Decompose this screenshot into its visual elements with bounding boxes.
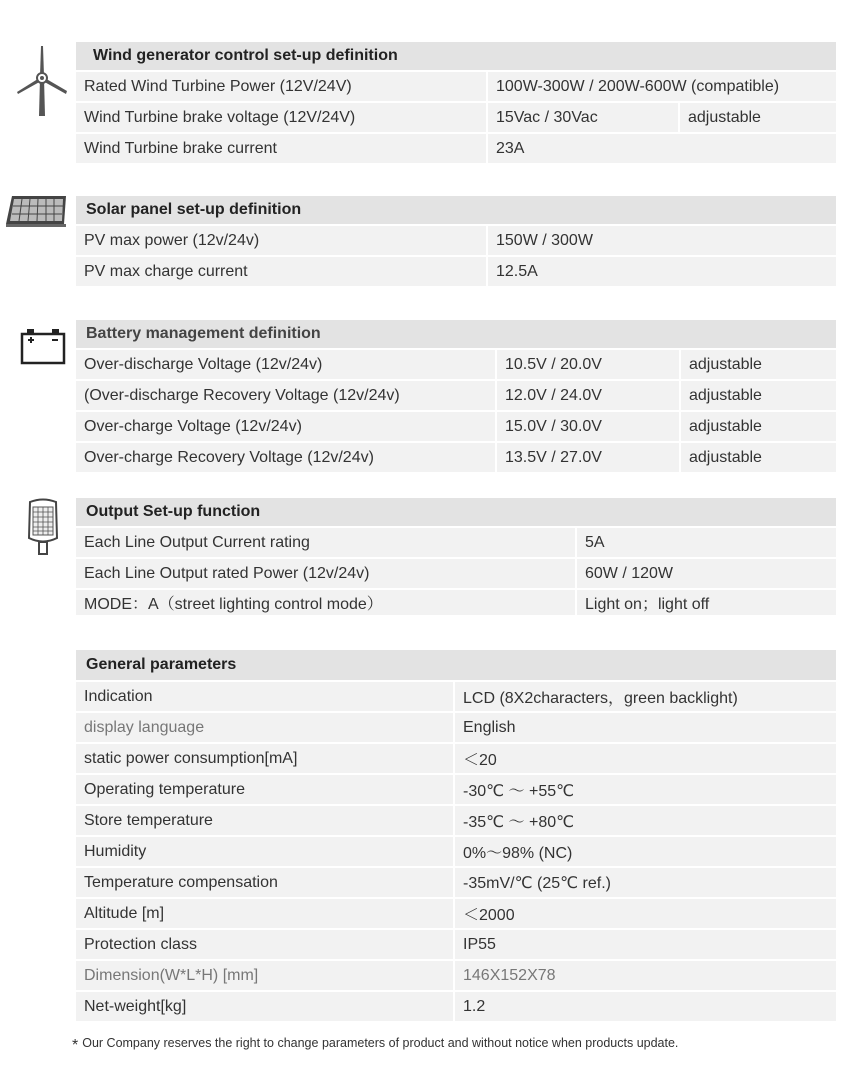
param-label: Store temperature — [84, 811, 213, 829]
table-row — [76, 928, 836, 959]
param-value: 5A — [575, 528, 836, 557]
table-row — [76, 959, 836, 990]
solar-panel-icon — [4, 194, 68, 228]
battery-icon — [20, 327, 66, 365]
param-value: LCD (8X2characters，green backlight) — [453, 682, 836, 711]
param-label: PV max charge current — [84, 262, 248, 280]
param-label: Each Line Output Current rating — [84, 533, 310, 551]
table-row — [76, 255, 836, 286]
param-value: 146X152X78 — [453, 961, 836, 990]
param-note: adjustable — [678, 103, 836, 132]
table-row — [76, 526, 836, 557]
param-label: PV max power (12v/24v) — [84, 231, 260, 249]
table-row — [76, 711, 836, 742]
table-row — [76, 441, 836, 472]
table-row — [76, 990, 836, 1021]
param-value: 13.5V / 27.0V — [495, 443, 679, 472]
param-value: -35mV/℃ (25℃ ref.) — [453, 868, 836, 897]
param-label: Wind Turbine brake voltage (12V/24V) — [84, 108, 356, 126]
param-value: 150W / 300W — [486, 226, 836, 255]
param-label: Protection class — [84, 935, 197, 953]
battery-section — [76, 320, 836, 472]
param-value: Light on；light off — [575, 590, 836, 615]
param-label: Operating temperature — [84, 780, 245, 798]
param-value: ＜2000 — [453, 899, 836, 928]
param-value: -35℃ ～ +80℃ — [453, 806, 836, 835]
param-value: 1.2 — [453, 992, 836, 1021]
param-note: adjustable — [679, 381, 836, 410]
param-value: 60W / 120W — [575, 559, 836, 588]
table-row — [76, 773, 836, 804]
table-row — [76, 224, 836, 255]
param-label: Net-weight[kg] — [84, 997, 187, 1015]
param-value: English — [453, 713, 836, 742]
param-value: IP55 — [453, 930, 836, 959]
param-label: Rated Wind Turbine Power (12V/24V) — [84, 77, 352, 95]
general-section — [76, 650, 836, 1021]
param-value: 23A — [486, 134, 836, 163]
param-label: Humidity — [84, 842, 147, 860]
table-row — [76, 132, 836, 163]
table-row — [76, 742, 836, 773]
section-title: Battery management definition — [76, 320, 836, 348]
table-row — [76, 835, 836, 866]
param-label: Altitude [m] — [84, 904, 165, 922]
param-value: 10.5V / 20.0V — [495, 350, 679, 379]
param-value: 0%～98% (NC) — [453, 837, 836, 866]
param-value: 100W-300W / 200W-600W (compatible) — [486, 72, 836, 101]
param-label: Over-charge Recovery Voltage (12v/24v) — [84, 448, 374, 466]
param-value: -30℃ ～ +55℃ — [453, 775, 836, 804]
param-label: Temperature compensation — [84, 873, 278, 891]
table-row — [76, 70, 836, 101]
table-row — [76, 897, 836, 928]
param-label: static power consumption[mA] — [84, 749, 298, 767]
param-label: (Over-discharge Recovery Voltage (12v/24v) — [84, 386, 400, 404]
param-value: 12.0V / 24.0V — [495, 381, 679, 410]
footnote-text: Our Company reserves the right to change parameters of product and without notice when products update. — [82, 1036, 679, 1050]
wind-section — [76, 42, 836, 163]
param-label: display language — [84, 718, 205, 736]
table-row — [76, 866, 836, 897]
footnote — [72, 1036, 678, 1055]
table-row — [76, 410, 836, 441]
output-section — [76, 498, 836, 615]
table-row — [76, 557, 836, 588]
param-value: 15Vac / 30Vac — [486, 103, 678, 132]
table-row — [76, 804, 836, 835]
table-row — [76, 588, 836, 615]
section-title: Output Set-up function — [76, 498, 836, 526]
param-note: adjustable — [679, 412, 836, 441]
param-label: Each Line Output rated Power (12v/24v) — [84, 564, 370, 582]
param-label: Indication — [84, 687, 153, 705]
param-note: adjustable — [679, 443, 836, 472]
solar-section — [76, 196, 836, 286]
param-value: 12.5A — [486, 257, 836, 286]
section-title: Wind generator control set-up definition — [76, 42, 836, 70]
table-row — [76, 348, 836, 379]
param-label: Over-charge Voltage (12v/24v) — [84, 417, 302, 435]
table-row — [76, 680, 836, 711]
param-label: Wind Turbine brake current — [84, 139, 277, 157]
param-note: adjustable — [679, 350, 836, 379]
param-value: 15.0V / 30.0V — [495, 412, 679, 441]
param-label: MODE：A（street lighting control mode） — [84, 596, 383, 613]
table-row — [76, 379, 836, 410]
footnote-star: * — [72, 1037, 79, 1054]
param-label: Dimension(W*L*H) [mm] — [84, 966, 259, 984]
wind-turbine-icon — [14, 44, 70, 118]
table-row — [76, 101, 836, 132]
param-value: ＜20 — [453, 744, 836, 773]
section-title: General parameters — [76, 650, 836, 680]
section-title: Solar panel set-up definition — [76, 196, 836, 224]
param-label: Over-discharge Voltage (12v/24v) — [84, 355, 323, 373]
street-light-icon — [24, 498, 62, 556]
